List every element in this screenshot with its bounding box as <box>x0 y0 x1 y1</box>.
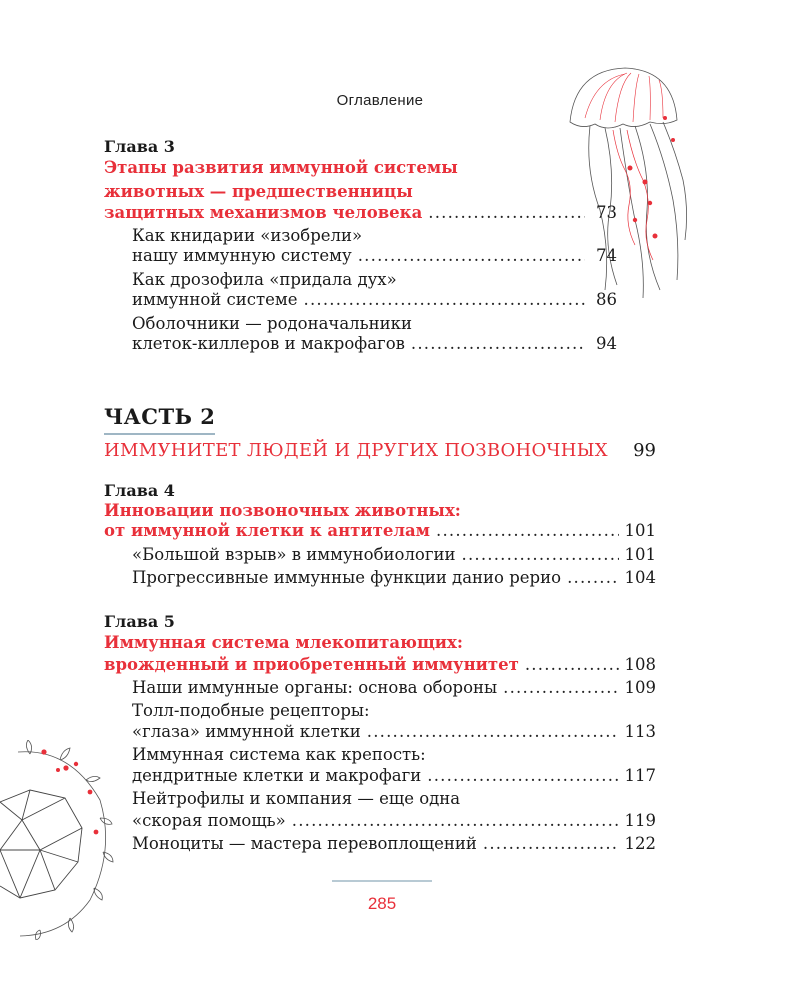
section-title-line: Оболочники — родоначальники <box>132 314 412 333</box>
dot-leader <box>483 834 619 853</box>
dot-leader <box>358 246 585 265</box>
dot-leader <box>304 290 585 309</box>
toc-entry[interactable] <box>132 334 617 353</box>
toc-entry[interactable] <box>132 678 656 697</box>
chapter-3-title-entry[interactable] <box>104 203 617 222</box>
section-title-line: Как книдарии «изобрели» <box>132 226 363 245</box>
section-title: клеток-киллеров и макрофагов <box>132 334 405 353</box>
page-ref: 73 <box>596 203 617 222</box>
page-ref: 109 <box>624 678 656 697</box>
toc-entry[interactable] <box>132 766 656 785</box>
page-ref: 101 <box>624 545 656 564</box>
section-title: дендритные клетки и макрофаги <box>132 766 422 785</box>
dot-leader <box>525 655 619 674</box>
chapter-5-title-line-2: врожденный и приобретенный иммунитет <box>104 655 519 674</box>
chapter-4-title-entry[interactable] <box>104 521 656 540</box>
page-ref: 122 <box>624 834 656 853</box>
section-title: «Большой взрыв» в иммунобиологии <box>132 545 456 564</box>
dot-leader <box>503 678 618 697</box>
section-title-line: Как дрозофила «придала дух» <box>132 270 397 289</box>
dot-leader <box>411 334 585 353</box>
chapter-4-title-line-2: от иммунной клетки к антителам <box>104 521 431 540</box>
dot-leader <box>567 568 618 587</box>
toc-entry[interactable] <box>132 545 656 564</box>
section-title: нашу иммунную систему <box>132 246 352 265</box>
chapter-3-title-line-2: животных — предшественницы <box>104 182 413 201</box>
dot-leader <box>462 545 619 564</box>
chapter-3-title-line-1: Этапы развития иммунной системы <box>104 158 458 177</box>
part-2-entry[interactable] <box>104 440 656 461</box>
page-ref: 104 <box>624 568 656 587</box>
page-ref: 108 <box>624 655 656 674</box>
chapter-3-label: Глава 3 <box>104 137 175 156</box>
chapter-4-title-line-1: Инновации позвоночных животных: <box>104 501 461 520</box>
part-2-title: ИММУНИТЕТ ЛЮДЕЙ И ДРУГИХ ПОЗВОНОЧНЫХ <box>104 440 608 461</box>
section-title-line: Нейтрофилы и компания — еще одна <box>132 789 461 808</box>
section-title-line: Иммунная система как крепость: <box>132 745 426 764</box>
page-ref: 117 <box>624 766 656 785</box>
page-ref: 86 <box>596 290 617 309</box>
section-title: Прогрессивные иммунные функции данио рерио <box>132 568 562 587</box>
chapter-5-title-line-1: Иммунная система млекопитающих: <box>104 633 463 652</box>
toc-entry[interactable] <box>132 568 656 587</box>
section-title-line: Толл-подобные рецепторы: <box>132 701 370 720</box>
page-ref: 94 <box>596 334 617 353</box>
toc-entry[interactable] <box>132 722 656 741</box>
toc-entry[interactable] <box>132 811 656 830</box>
section-title: «скорая помощь» <box>132 811 286 830</box>
chapter-3-title-line-3: защитных механизмов человека <box>104 203 423 222</box>
dot-leader <box>436 521 618 540</box>
page-ref: 119 <box>624 811 656 830</box>
dot-leader <box>367 722 619 741</box>
footer-rule <box>332 880 432 882</box>
dot-leader <box>428 203 585 222</box>
chapter-4-label: Глава 4 <box>104 481 175 500</box>
dot-leader <box>292 811 619 830</box>
part-2-label: ЧАСТЬ 2 <box>104 404 215 435</box>
page-ref: 74 <box>596 246 617 265</box>
toc-entry[interactable] <box>132 290 617 309</box>
page-ref: 99 <box>633 440 656 461</box>
page-ref: 113 <box>624 722 656 741</box>
chapter-5-title-entry[interactable] <box>104 655 656 674</box>
section-title: Моноциты — мастера перевоплощений <box>132 834 477 853</box>
toc-entry[interactable] <box>132 246 617 265</box>
chapter-5-label: Глава 5 <box>104 612 175 631</box>
section-title: Наши иммунные органы: основа обороны <box>132 678 498 697</box>
section-title: «глаза» иммунной клетки <box>132 722 361 741</box>
toc-entry[interactable] <box>132 834 656 853</box>
page-ref: 101 <box>624 521 656 540</box>
section-title: иммунной системе <box>132 290 298 309</box>
running-head: Оглавление <box>336 92 424 109</box>
dot-leader <box>427 766 618 785</box>
page-number: 285 <box>367 894 397 913</box>
